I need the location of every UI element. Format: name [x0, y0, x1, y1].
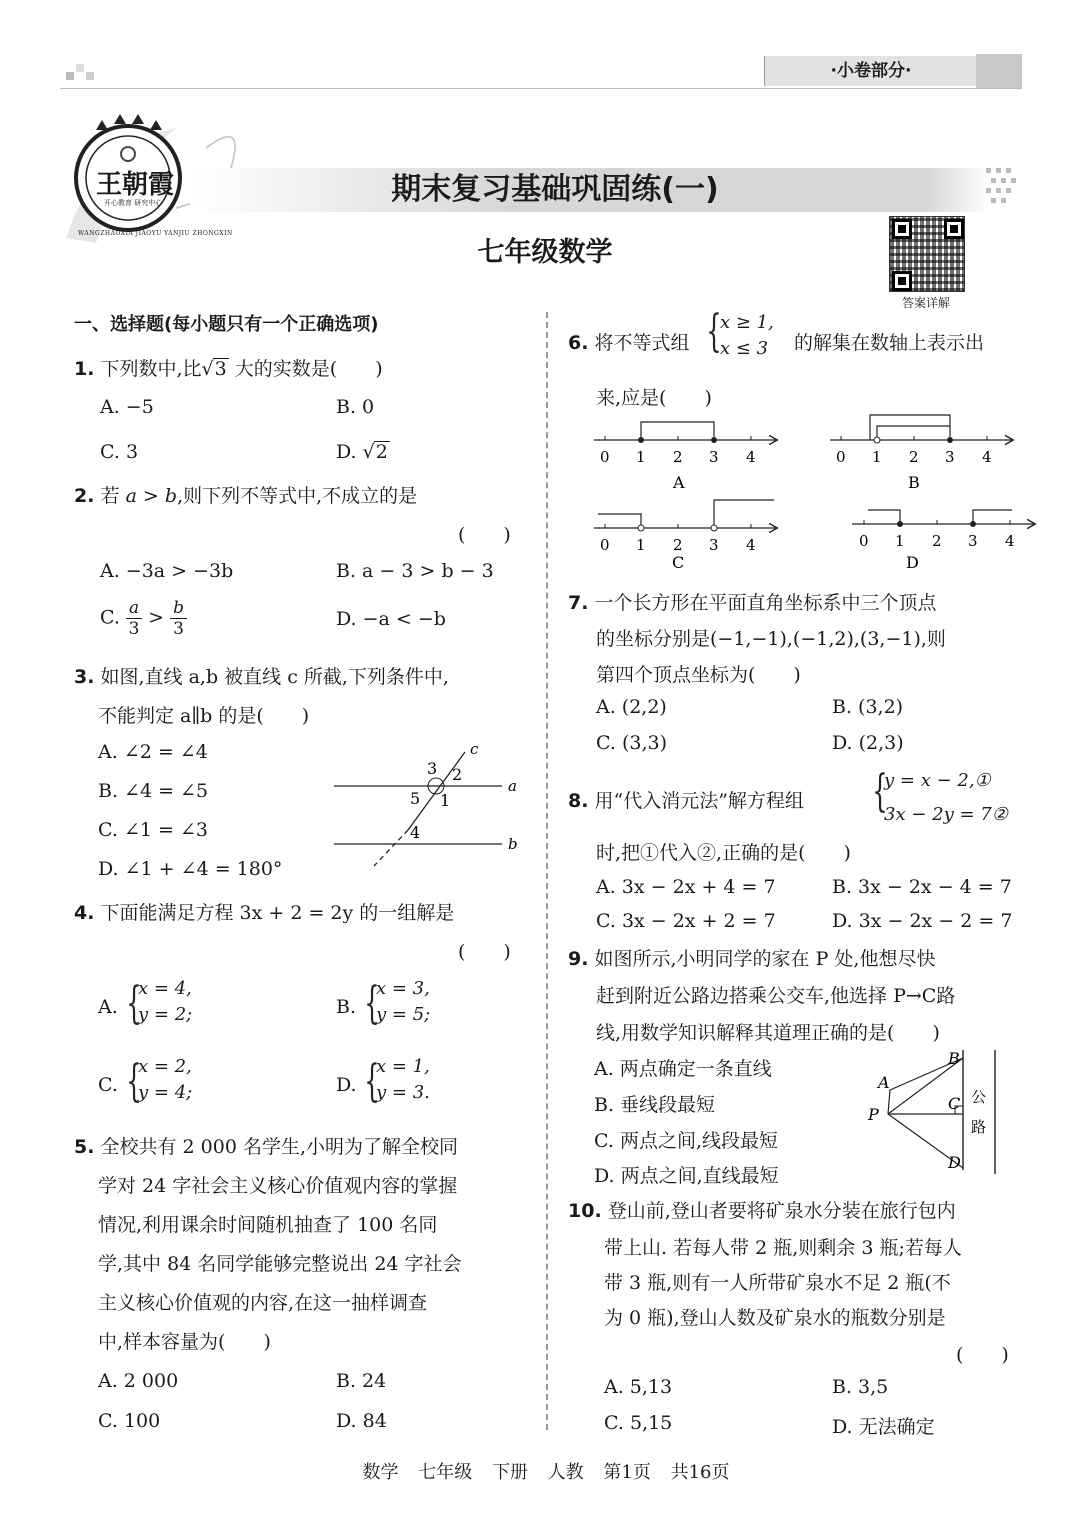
- q4-option-b-system[interactable]: x = 3, y = 5;: [376, 978, 431, 1025]
- svg-text:4: 4: [746, 448, 756, 466]
- q9-option-a[interactable]: A. 两点确定一条直线: [594, 1058, 772, 1080]
- q9-option-c[interactable]: C. 两点之间,线段最短: [594, 1130, 778, 1152]
- svg-text:3: 3: [968, 532, 978, 550]
- q9-road-figure: [862, 1046, 1002, 1178]
- svg-text:1: 1: [895, 532, 905, 550]
- road-label-1: 公: [971, 1088, 987, 1106]
- logo-small-text: 开心教育 研究中心: [104, 199, 163, 207]
- question-5-line: 情况,利用课余时间随机抽查了 100 名同: [98, 1214, 438, 1236]
- brace-icon: {: [126, 1056, 142, 1107]
- question-3: 3. 如图,直线 a,b 被直线 c 所截,下列条件中,: [74, 666, 449, 688]
- question-6-text: 的解集在数轴上表示出: [794, 332, 985, 354]
- q8-equation-system: y = x − 2,① 3x − 2y = 7②: [884, 770, 1008, 825]
- q10-option-b[interactable]: B. 3,5: [832, 1376, 889, 1398]
- svg-text:3: 3: [709, 448, 719, 466]
- q3-option-c[interactable]: C. ∠1 = ∠3: [98, 819, 208, 841]
- q4-option-b-label[interactable]: B.: [336, 996, 357, 1018]
- brace-icon: {: [872, 766, 888, 817]
- question-5-line: 主义核心价值观的内容,在这一抽样调查: [98, 1292, 428, 1314]
- question-10: 10. 登山前,登山者要将矿泉水分装在旅行包内: [568, 1200, 956, 1222]
- question-9-line: 赶到附近公路边搭乘公交车,他选择 P→C路: [596, 985, 956, 1007]
- number-line-b: [830, 415, 1012, 492]
- q3-option-d[interactable]: D. ∠1 + ∠4 = 180°: [98, 858, 283, 880]
- q7-option-c[interactable]: C. (3,3): [596, 732, 667, 754]
- q1-option-c[interactable]: C. 3: [100, 441, 139, 463]
- point-c: C: [948, 1094, 961, 1113]
- q8-option-c[interactable]: C. 3x − 2x + 2 = 7: [596, 910, 776, 932]
- brace-icon: {: [706, 306, 722, 357]
- number-line-c: [594, 500, 776, 570]
- svg-text:0: 0: [836, 448, 846, 466]
- svg-text:2: 2: [673, 536, 683, 554]
- q2-option-a[interactable]: A. −3a > −3b: [100, 560, 234, 582]
- point-d: D: [948, 1153, 961, 1172]
- angle-4: 4: [410, 823, 421, 842]
- number-line-a: [594, 422, 776, 492]
- svg-text:4: 4: [746, 536, 756, 554]
- q6-inequality-system: x ≥ 1, x ≤ 3: [720, 312, 774, 359]
- label-b: b: [508, 835, 518, 853]
- q2-answer-paren: ( ): [458, 524, 511, 546]
- svg-text:0: 0: [600, 536, 610, 554]
- svg-text:1: 1: [636, 448, 646, 466]
- q1-option-d[interactable]: D. √2: [336, 441, 388, 463]
- title-band-dots: [984, 166, 1024, 212]
- question-10-line: 带 3 瓶,则有一人所带矿泉水不足 2 瓶(不: [604, 1272, 951, 1294]
- header-rule: [60, 88, 1022, 89]
- question-9-line: 线,用数学知识解释其道理正确的是( ): [596, 1022, 940, 1044]
- section-tag: ·小卷部分·: [764, 56, 977, 86]
- logo-text: 王朝霞: [96, 170, 175, 200]
- q8-option-d[interactable]: D. 3x − 2x − 2 = 7: [832, 910, 1013, 932]
- question-8-line2: 时,把①代入②,正确的是( ): [596, 842, 851, 864]
- svg-text:3: 3: [945, 448, 955, 466]
- q1-option-a[interactable]: A. −5: [100, 396, 154, 418]
- question-10-line: 带上山. 若每人带 2 瓶,则剩余 3 瓶;若每人: [604, 1237, 962, 1259]
- question-6: 6. 将不等式组: [568, 332, 690, 354]
- q6-number-lines: [588, 410, 1040, 570]
- qr-code[interactable]: [889, 216, 965, 292]
- question-5-line: 中,样本容量为( ): [98, 1331, 271, 1353]
- svg-text:0: 0: [600, 448, 610, 466]
- q10-option-d[interactable]: D. 无法确定: [832, 1416, 935, 1438]
- q10-answer-paren: ( ): [956, 1344, 1009, 1366]
- q4-option-d-label[interactable]: D.: [336, 1074, 357, 1096]
- q10-option-c[interactable]: C. 5,15: [604, 1412, 673, 1434]
- svg-text:1: 1: [872, 448, 882, 466]
- q8-option-a[interactable]: A. 3x − 2x + 4 = 7: [596, 876, 776, 898]
- svg-text:D: D: [906, 553, 919, 570]
- point-b: B: [948, 1049, 960, 1068]
- q2-option-b[interactable]: B. a − 3 > b − 3: [336, 560, 494, 582]
- question-5: 5. 全校共有 2 000 名学生,小明为了解全校同: [74, 1136, 459, 1158]
- question-1: 1. 下列数中,比√3 大的实数是( ): [74, 358, 383, 380]
- q5-option-b[interactable]: B. 24: [336, 1370, 387, 1392]
- brace-icon: {: [126, 978, 142, 1029]
- number-line-d: [852, 510, 1034, 570]
- q9-option-d[interactable]: D. 两点之间,直线最短: [594, 1165, 779, 1187]
- page-title: 期末复习基础巩固练(一): [391, 172, 719, 207]
- point-p: P: [868, 1105, 879, 1124]
- brace-icon: {: [364, 978, 380, 1029]
- angle-5: 5: [410, 789, 421, 808]
- brace-icon: {: [364, 1056, 380, 1107]
- logo-ring-text: WANGZHAOXIA JIAOYU YANJIU ZHONGXIN: [78, 230, 233, 237]
- svg-text:4: 4: [982, 448, 992, 466]
- svg-text:C: C: [672, 553, 685, 570]
- q4-option-a-system[interactable]: x = 4, y = 2;: [138, 978, 193, 1025]
- q7-option-a[interactable]: A. (2,2): [596, 696, 667, 718]
- q3-option-b[interactable]: B. ∠4 = ∠5: [98, 780, 209, 802]
- q7-option-d[interactable]: D. (2,3): [832, 732, 904, 754]
- fraction: $\frac{b}{3}$: [170, 598, 187, 639]
- angle-2: 2: [452, 765, 463, 784]
- column-divider: [546, 312, 548, 1430]
- page-subtitle: 七年级数学: [477, 237, 613, 268]
- q4-option-c-label[interactable]: C.: [98, 1074, 118, 1096]
- q8-option-b[interactable]: B. 3x − 2x − 4 = 7: [832, 876, 1012, 898]
- question-8: 8. 用“代入消元法”解方程组: [568, 790, 804, 812]
- question-4: 4. 下面能满足方程 3x + 2 = 2y 的一组解是: [74, 902, 455, 924]
- q3-parallel-lines-figure: [330, 740, 530, 872]
- q2-option-d[interactable]: D. −a < −b: [336, 608, 446, 630]
- q7-option-b[interactable]: B. (3,2): [832, 696, 904, 718]
- q9-option-b[interactable]: B. 垂线段最短: [594, 1094, 716, 1116]
- svg-text:2: 2: [673, 448, 683, 466]
- sqrt-sign: √: [201, 358, 214, 380]
- q5-option-c[interactable]: C. 100: [98, 1410, 161, 1432]
- question-5-line: 学对 24 字社会主义核心价值观内容的掌握: [98, 1175, 458, 1197]
- svg-text:1: 1: [636, 536, 646, 554]
- svg-text:0: 0: [859, 532, 869, 550]
- page-footer: 数学 七年级 下册 人教 第1页 共16页: [362, 1462, 730, 1483]
- label-c: c: [470, 740, 479, 758]
- question-9: 9. 如图所示,小明同学的家在 P 处,他想尽快: [568, 948, 936, 970]
- section-tag-bar: [976, 54, 1022, 88]
- fraction: $\frac{a}{3}$: [126, 598, 142, 639]
- question-2: 2. 若 a > b,则下列不等式中,不成立的是: [74, 485, 418, 507]
- svg-text:B: B: [908, 473, 920, 492]
- question-5-line: 学,其中 84 名同学能够完整说出 24 字社会: [98, 1253, 462, 1275]
- q5-option-d[interactable]: D. 84: [336, 1410, 387, 1432]
- q10-option-a[interactable]: A. 5,13: [604, 1376, 673, 1398]
- question-6-line2: 来,应是( ): [596, 387, 712, 409]
- q4-option-a-label[interactable]: A.: [98, 996, 118, 1018]
- q4-option-d-system[interactable]: x = 1, y = 3.: [376, 1056, 430, 1103]
- svg-text:2: 2: [932, 532, 942, 550]
- question-3-line2: 不能判定 a∥b 的是( ): [98, 705, 310, 727]
- label-a: a: [508, 777, 517, 795]
- road-label-2: 路: [971, 1118, 987, 1136]
- svg-text:3: 3: [709, 536, 719, 554]
- angle-3: 3: [427, 759, 438, 778]
- question-7-line: 第四个顶点坐标为( ): [596, 664, 801, 686]
- question-7: 7. 一个长方形在平面直角坐标系中三个顶点: [568, 592, 937, 614]
- svg-text:A: A: [673, 473, 685, 492]
- q5-option-a[interactable]: A. 2 000: [98, 1370, 179, 1392]
- question-7-line: 的坐标分别是(−1,−1),(−1,2),(3,−1),则: [596, 628, 946, 650]
- section-heading: 一、选择题(每小题只有一个正确选项): [74, 314, 379, 335]
- question-10-line: 为 0 瓶),登山人数及矿泉水的瓶数分别是: [604, 1307, 946, 1329]
- line-c-dashed: [374, 830, 408, 866]
- angle-1: 1: [440, 791, 451, 810]
- q4-option-c-system[interactable]: x = 2, y = 4;: [138, 1056, 193, 1103]
- q4-answer-paren: ( ): [458, 941, 511, 963]
- svg-text:2: 2: [909, 448, 919, 466]
- svg-text:4: 4: [1005, 532, 1015, 550]
- q2-option-c[interactable]: C. $\frac{a}{3}$ > $\frac{b}{3}$: [100, 598, 187, 639]
- q3-option-a[interactable]: A. ∠2 = ∠4: [98, 741, 208, 763]
- point-a: A: [878, 1073, 890, 1092]
- q1-option-b[interactable]: B. 0: [336, 396, 375, 418]
- qr-caption: 答案详解: [901, 296, 950, 310]
